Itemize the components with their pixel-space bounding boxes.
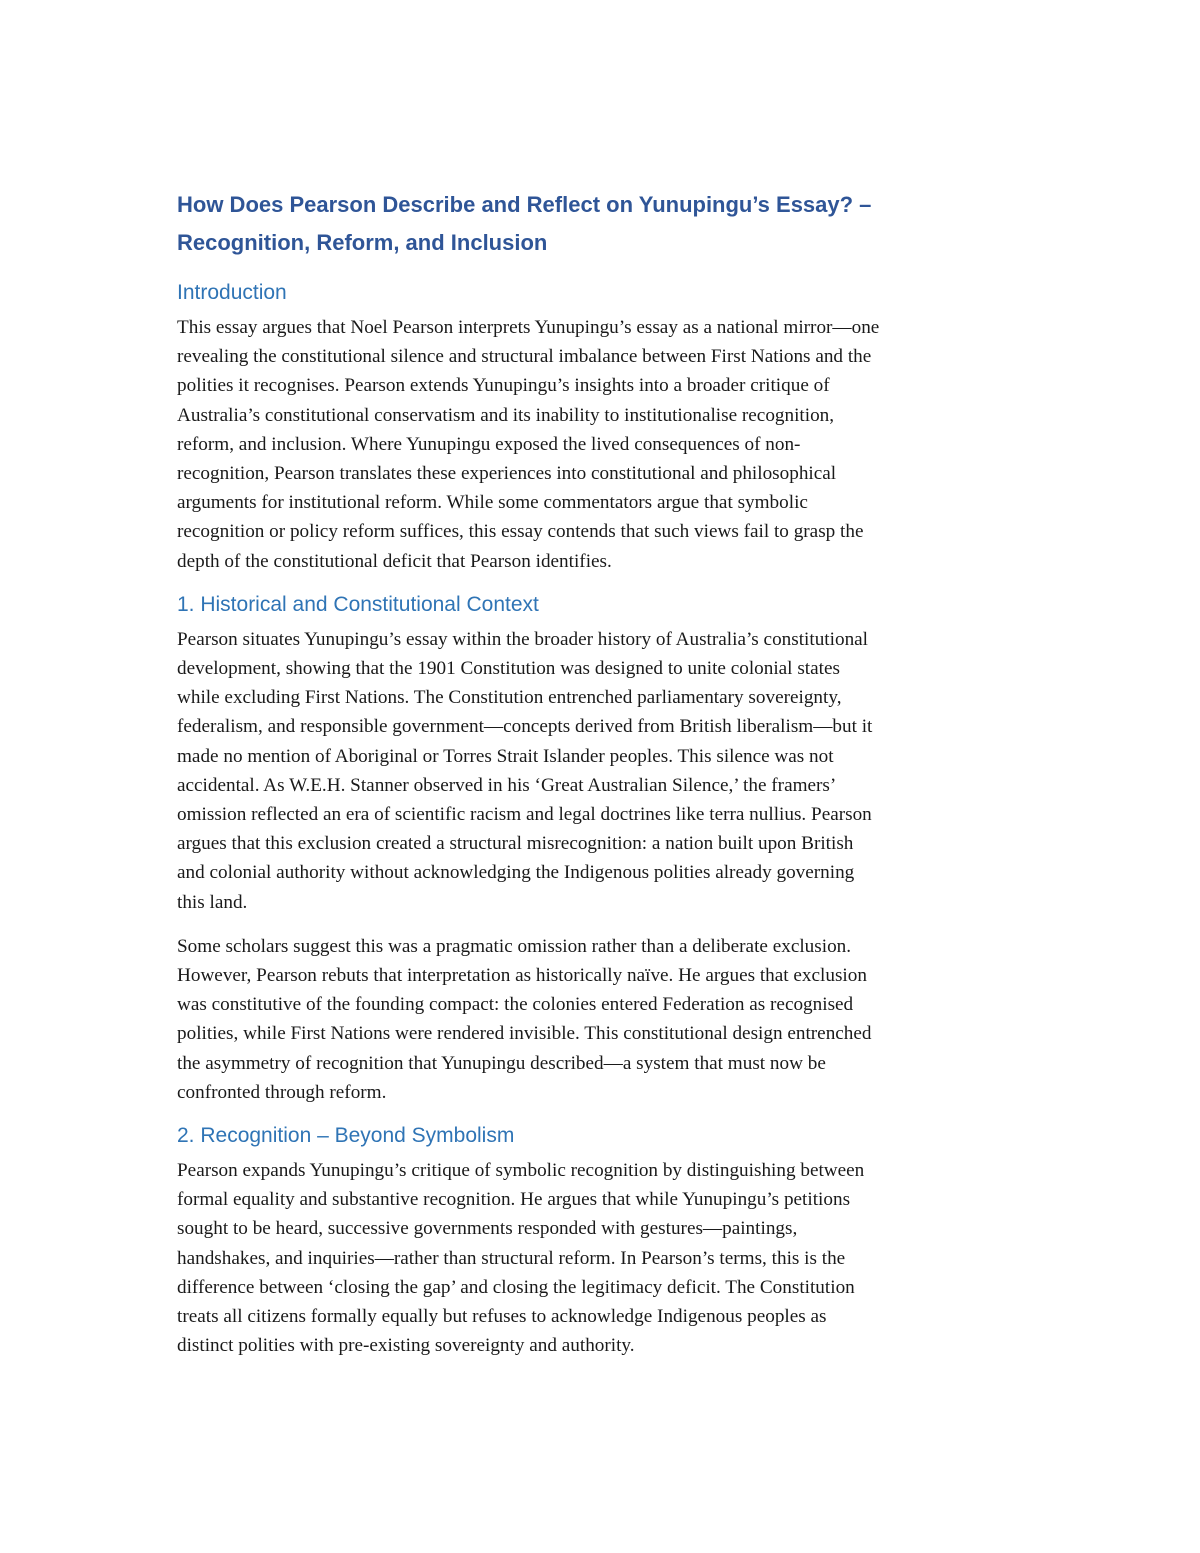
text-line: made no mention of Aboriginal or Torres Strait Islander peoples. This silence was not — [177, 745, 834, 767]
text-line: the asymmetry of recognition that Yunupingu described—a system that must now be — [177, 1052, 826, 1074]
text-line: development, showing that the 1901 Constitution was designed to unite colonial states — [177, 658, 840, 680]
section-heading-recognition: 2. Recognition – Beyond Symbolism — [177, 1124, 515, 1148]
paragraph — [177, 625, 1037, 917]
text-line: recognition or policy reform suffices, this essay contends that such views fail to grasp the — [177, 521, 864, 543]
text-line: treats all citizens formally equally but refuses to acknowledge Indigenous peoples as — [177, 1306, 827, 1328]
text-line: was constitutive of the founding compact: the colonies entered Federation as recognised — [177, 994, 854, 1016]
text-line: this land. — [177, 891, 248, 913]
text-line: confronted through reform. — [177, 1081, 387, 1103]
text-line: federalism, and responsible government—concepts derived from British liberalism—but it — [177, 716, 873, 738]
text-line: while excluding First Nations. The Constitution entrenched parliamentary sovereignty, — [177, 687, 842, 709]
text-line: Australia’s constitutional conservatism and its inability to institutionalise recognition, — [177, 404, 835, 426]
text-line: polities it recognises. Pearson extends Yunupingu’s insights into a broader critique of — [177, 375, 830, 397]
title-line: How Does Pearson Describe and Reflect on Yunupingu’s Essay? – — [177, 192, 872, 217]
paragraph — [177, 1156, 1037, 1360]
text-line: reform, and inclusion. Where Yunupingu exposed the lived consequences of non- — [177, 433, 801, 455]
text-line: formal equality and substantive recognition. He argues that while Yunupingu’s petitions — [177, 1189, 851, 1211]
document-title — [177, 186, 1037, 262]
text-line: accidental. As W.E.H. Stanner observed in his ‘Great Australian Silence,’ the framers’ — [177, 774, 837, 796]
text-line: Pearson expands Yunupingu’s critique of symbolic recognition by distinguishing between — [177, 1160, 865, 1182]
paragraph — [177, 313, 1037, 576]
paragraph — [177, 932, 1037, 1107]
section-heading-historical-context: 1. Historical and Constitutional Context — [177, 592, 539, 616]
text-line: revealing the constitutional silence and structural imbalance between First Nations and the — [177, 346, 872, 368]
text-line: sought to be heard, successive governments responded with gestures—paintings, — [177, 1218, 798, 1240]
text-line: recognition, Pearson translates these experiences into constitutional and philosophical — [177, 463, 837, 485]
text-line: argues that this exclusion created a structural misrecognition: a nation built upon British — [177, 833, 854, 855]
text-line: polities, while First Nations were rendered invisible. This constitutional design entrenched — [177, 1023, 872, 1045]
text-line: Some scholars suggest this was a pragmatic omission rather than a deliberate exclusion. — [177, 935, 852, 957]
text-line: Pearson situates Yunupingu’s essay within the broader history of Australia’s constitutional — [177, 628, 869, 650]
text-line: arguments for institutional reform. While some commentators argue that symbolic — [177, 492, 808, 514]
title-line: Recognition, Reform, and Inclusion — [177, 230, 548, 255]
text-line: difference between ‘closing the gap’ and closing the legitimacy deficit. The Constitution — [177, 1276, 855, 1298]
text-line: However, Pearson rebuts that interpretation as historically naïve. He argues that exclusion — [177, 965, 867, 987]
text-line: omission reflected an era of scientific racism and legal doctrines like terra nullius. Pearson — [177, 804, 872, 826]
text-line: depth of the constitutional deficit that Pearson identifies. — [177, 550, 612, 572]
text-line: handshakes, and inquiries—rather than structural reform. In Pearson’s terms, this is the — [177, 1247, 846, 1269]
section-heading-introduction: Introduction — [177, 281, 287, 304]
document-body — [177, 186, 1037, 1376]
text-line: This essay argues that Noel Pearson interprets Yunupingu’s essay as a national mirror—one — [177, 317, 880, 338]
text-line: distinct polities with pre-existing sovereignty and authority. — [177, 1335, 635, 1357]
text-line: and colonial authority without acknowledging the Indigenous polities already governing — [177, 862, 855, 884]
